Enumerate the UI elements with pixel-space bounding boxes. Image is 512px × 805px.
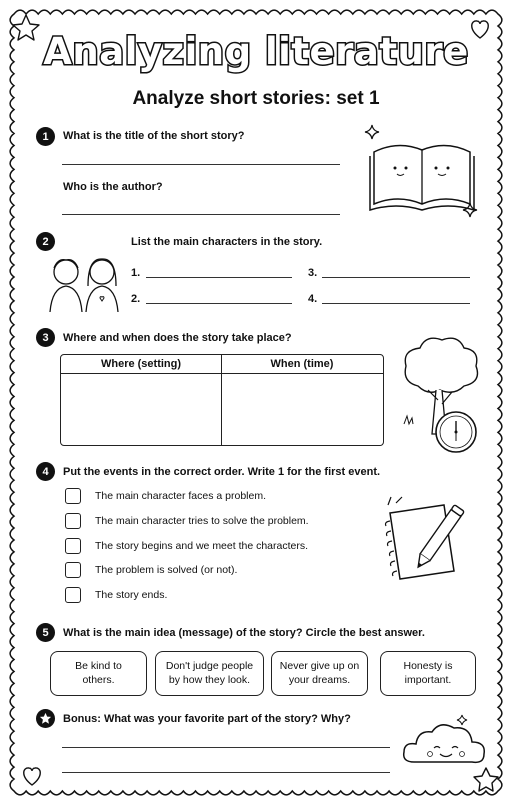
- column-header-where: Where (setting): [100, 358, 182, 370]
- question-4-text: Put the events in the correct order. Write 1 for the first event.: [63, 466, 381, 478]
- answer-option-4[interactable]: Honesty is important.: [380, 651, 476, 696]
- where-answer-cell[interactable]: [63, 375, 219, 443]
- answer-option-2[interactable]: Don't judge people by how they look.: [155, 651, 264, 696]
- answer-line[interactable]: [62, 747, 390, 748]
- book-illustration: [360, 120, 490, 225]
- page-subtitle: Analyze short stories: set 1: [132, 88, 380, 109]
- answer-line[interactable]: [62, 164, 340, 165]
- question-1-sub: Who is the author?: [63, 181, 163, 193]
- event-3-text: The story begins and we meet the characters.: [95, 540, 309, 552]
- page-title: Analyzing literature: [43, 30, 469, 73]
- setting-table: [60, 354, 384, 446]
- answer-line[interactable]: [62, 772, 390, 773]
- clock-icon: [436, 412, 476, 452]
- question-3-text: Where and when does the story take place?: [63, 332, 292, 344]
- cloud-illustration: [400, 712, 490, 772]
- event-2-text: The main character tries to solve the problem.: [95, 515, 309, 527]
- event-1-text: The main character faces a problem.: [95, 490, 266, 502]
- event-order-box-2[interactable]: [65, 513, 81, 529]
- character-3-label: 3.: [308, 267, 318, 279]
- children-illustration: [44, 254, 124, 314]
- character-2-label: 2.: [131, 293, 141, 305]
- sparkle-icon: [365, 125, 379, 139]
- answer-line[interactable]: [146, 303, 292, 304]
- question-2-text: List the main characters in the story.: [131, 236, 323, 248]
- event-order-box-4[interactable]: [65, 562, 81, 578]
- tree-illustration: [398, 334, 484, 458]
- sparkle-icon: [457, 715, 467, 725]
- question-number: 2: [36, 232, 55, 251]
- event-order-box-3[interactable]: [65, 538, 81, 554]
- column-header-when: When (time): [270, 358, 334, 370]
- star-icon: [39, 712, 52, 725]
- character-4-label: 4.: [308, 293, 318, 305]
- answer-line[interactable]: [322, 303, 470, 304]
- bonus-question-text: Bonus: What was your favorite part of the story? Why?: [63, 713, 351, 725]
- sparkle-icon: [463, 203, 477, 217]
- question-number: 5: [36, 623, 55, 642]
- heart-icon: [24, 768, 41, 785]
- bonus-star-badge: [36, 709, 55, 728]
- notebook-illustration: [370, 495, 480, 595]
- answer-line[interactable]: [62, 214, 340, 215]
- question-number: 1: [36, 127, 55, 146]
- question-5-text: What is the main idea (message) of the story? Circle the best answer.: [63, 627, 425, 639]
- question-number: 3: [36, 328, 55, 347]
- event-order-box-5[interactable]: [65, 587, 81, 603]
- answer-option-1[interactable]: Be kind to others.: [50, 651, 147, 696]
- answer-option-3[interactable]: Never give up on your dreams.: [271, 651, 368, 696]
- event-5-text: The story ends.: [95, 589, 168, 601]
- question-number: 4: [36, 462, 55, 481]
- answer-line[interactable]: [146, 277, 292, 278]
- event-order-box-1[interactable]: [65, 488, 81, 504]
- event-4-text: The problem is solved (or not).: [95, 564, 238, 576]
- character-1-label: 1.: [131, 267, 141, 279]
- when-answer-cell[interactable]: [224, 375, 381, 443]
- answer-line[interactable]: [322, 277, 470, 278]
- question-1-text: What is the title of the short story?: [63, 130, 245, 142]
